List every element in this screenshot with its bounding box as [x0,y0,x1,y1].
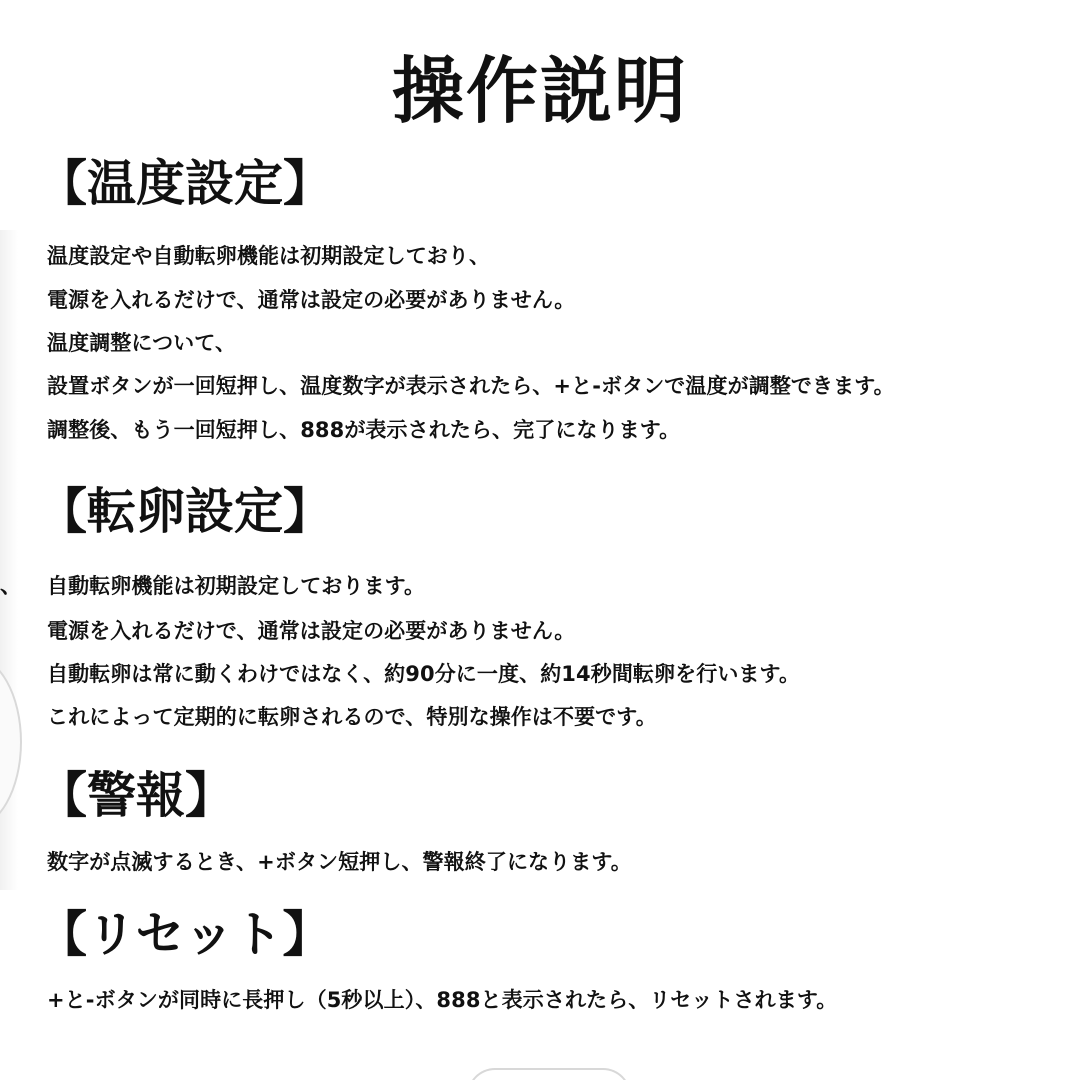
temperature-setting-line-3: 温度調整について、 [47,331,237,355]
temperature-setting-line-4: 設置ボタンが一回短押し、温度数字が表示されたら、+と-ボタンで温度が調整できます。 [47,374,895,398]
egg-turning-setting-line-3: 自動転卵は常に動くわけではなく、約90分に一度、約14秒間転卵を行います。 [47,662,801,686]
reset-heading: 【リセット】 [38,906,332,963]
alarm-heading: 【警報】 [38,767,235,824]
alarm-line-1: 数字が点滅するとき、+ボタン短押し、警報終了になります。 [47,850,632,874]
temperature-setting-line-1: 温度設定や自動転卵機能は初期設定しており、 [47,244,491,268]
temperature-setting-line-2: 電源を入れるだけで、通常は設定の必要がありません。 [47,288,576,312]
reset-line-1: +と-ボタンが同時に長押し（5秒以上）、888と表示されたら、リセットされます。 [47,988,838,1012]
egg-turning-setting-line-1: 自動転卵機能は初期設定しております。 [47,574,426,598]
temperature-setting-line-5: 調整後、もう一回短押し、888が表示されたら、完了になります。 [47,418,681,442]
egg-turning-setting-line-2: 電源を入れるだけで、通常は設定の必要がありません。 [47,619,576,643]
egg-turning-setting-heading: 【転卵設定】 [38,483,333,540]
stray-punctuation: 、 [0,574,23,599]
page-title: 操作説明 [391,49,688,133]
temperature-setting-heading: 【温度設定】 [38,155,333,212]
bottom-handle [467,1068,631,1080]
egg-turning-setting-line-4: これによって定期的に転卵されるので、特別な操作は不要です。 [47,705,657,729]
